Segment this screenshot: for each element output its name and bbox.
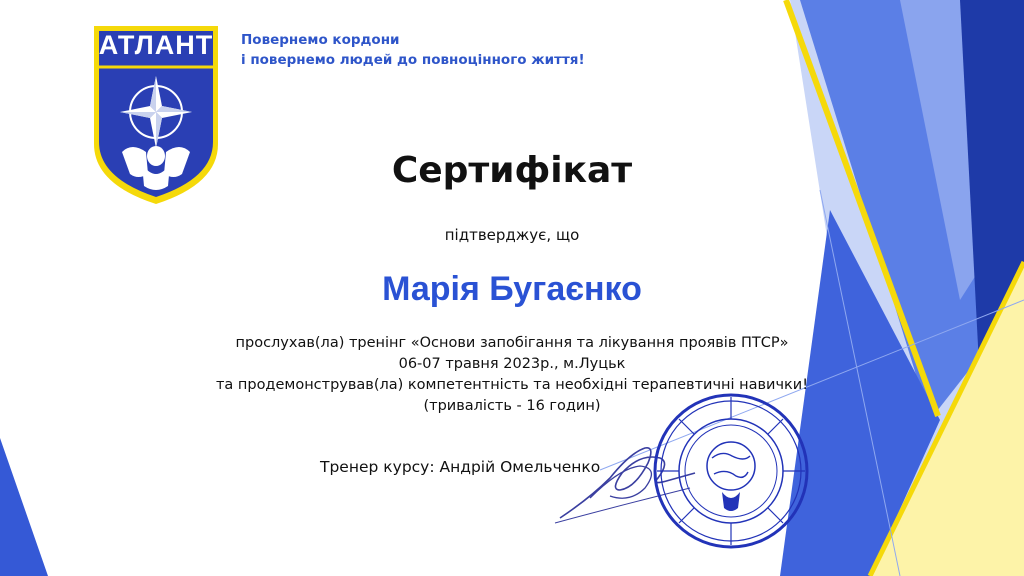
recipient-name: Марія Бугаєнко: [382, 270, 642, 308]
organization-seal-icon: [652, 392, 810, 550]
training-line: прослухав(ла) тренінг «Основи запобігання та лікування проявів ПТСР»: [235, 335, 789, 351]
slogan-line-2: і повернемо людей до повноцінного життя!: [241, 52, 585, 68]
slogan: [241, 30, 585, 70]
left-blue-triangle: [0, 438, 48, 576]
competence-line: та продемонстрував(ла) компетентність та необхідні терапевтичні навички!: [215, 377, 809, 393]
trainer-line: Тренер курсу: Андрій Омельченко: [320, 458, 601, 476]
certificate-title: Сертифікат: [391, 150, 633, 191]
slogan-line-1: Повернемо кордони: [241, 32, 400, 48]
date-location-line: 06-07 травня 2023р., м.Луцьк: [398, 356, 626, 372]
duration-line: (тривалість - 16 годин): [423, 398, 601, 414]
logo-text: АТЛАНТ: [98, 30, 214, 60]
confirms-text: підтверджує, що: [444, 226, 580, 244]
